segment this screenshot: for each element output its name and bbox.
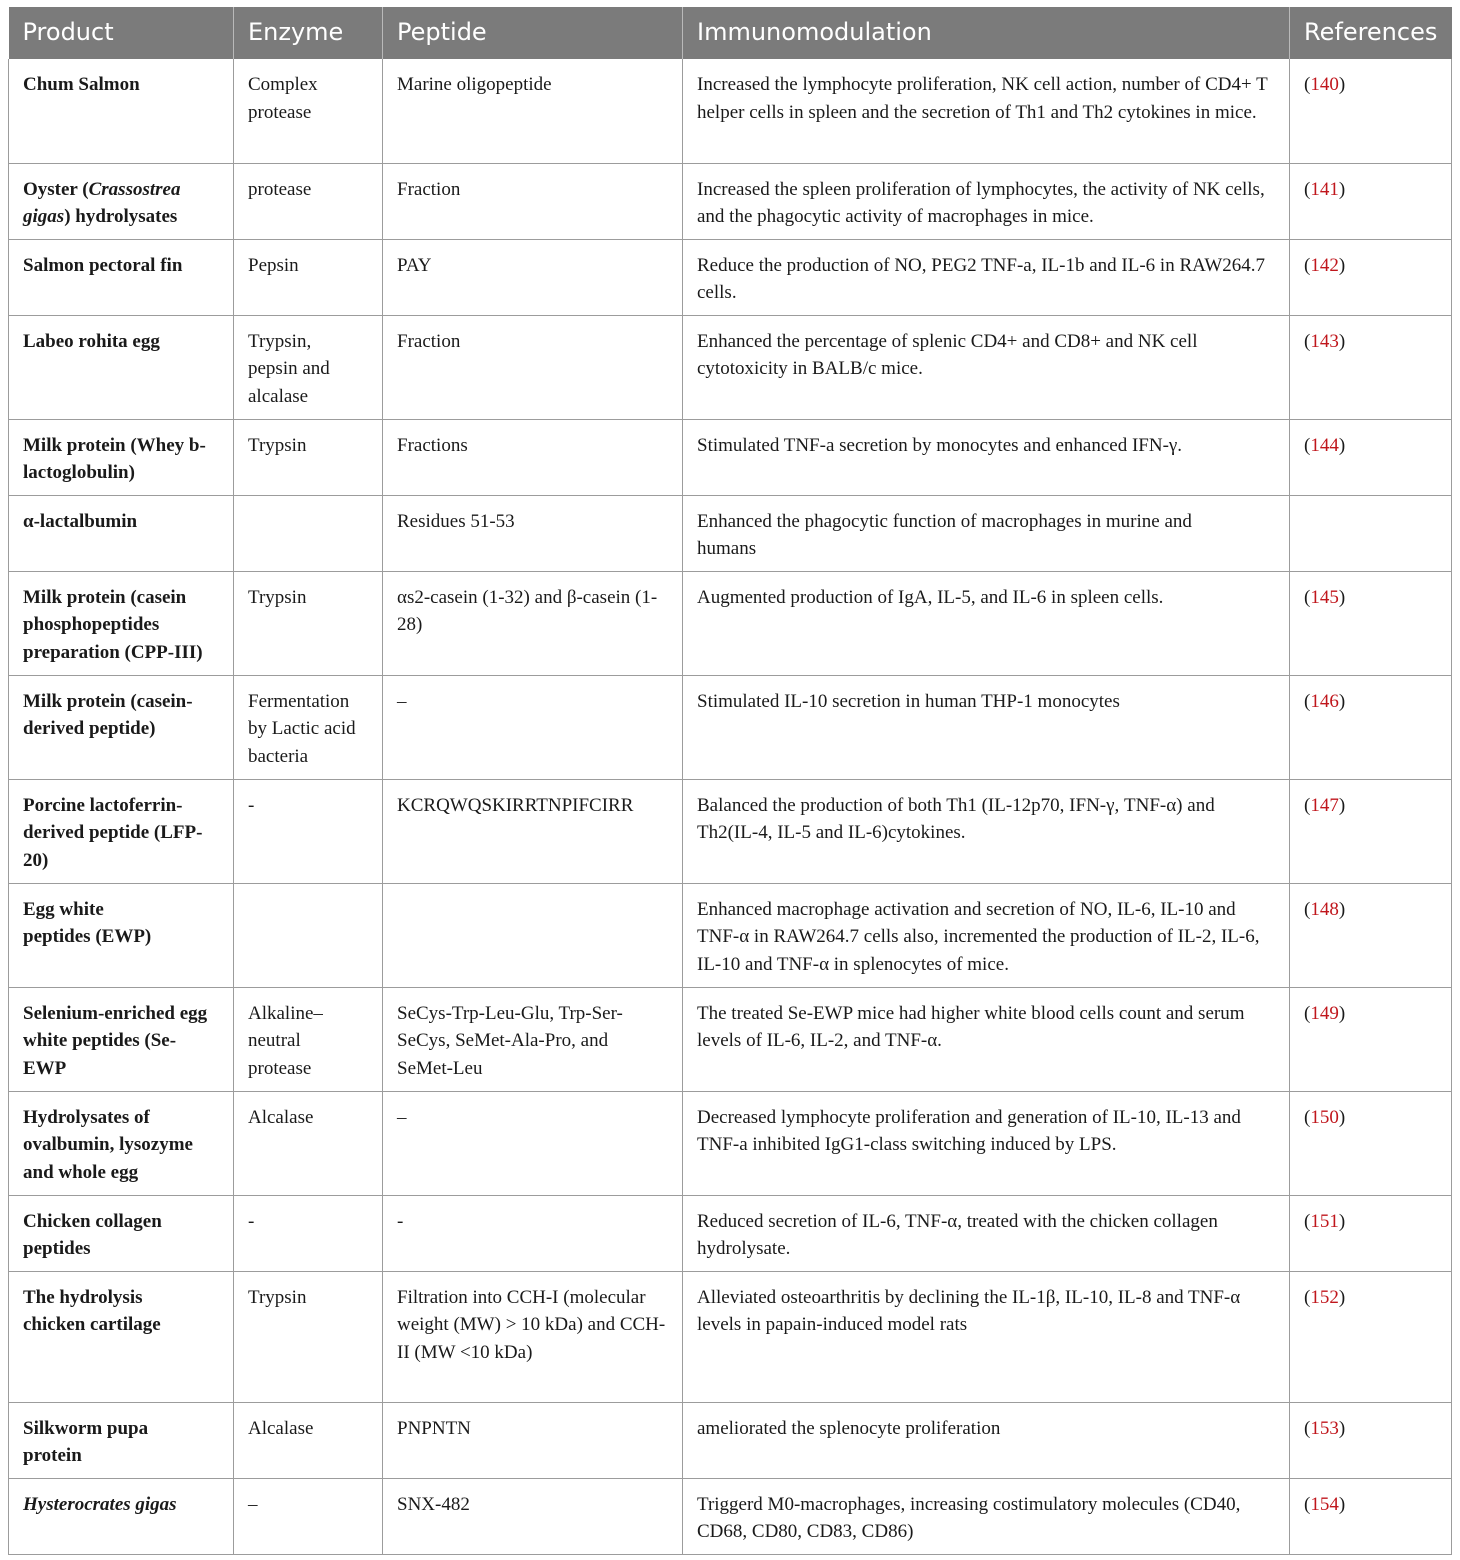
cell-product: Porcine lactoferrin-derived peptide (LFP-20) bbox=[9, 779, 234, 883]
cell-product: Hydrolysates of ovalbumin, lysozyme and whole egg bbox=[9, 1091, 234, 1195]
cell-peptide: – bbox=[383, 675, 683, 779]
table-row bbox=[9, 1478, 1452, 1554]
cell-product: Chum Salmon bbox=[9, 59, 234, 163]
cell-immunomodulation: Reduced secretion of IL-6, TNF-α, treated with the chicken collagen hydrolysate. bbox=[683, 1195, 1290, 1271]
table-row bbox=[9, 163, 1452, 239]
reference-link[interactable]: 141 bbox=[1310, 178, 1339, 200]
cell-enzyme: – bbox=[234, 1478, 383, 1554]
reference-link[interactable]: 152 bbox=[1310, 1286, 1339, 1308]
header-references: References bbox=[1290, 7, 1452, 59]
cell-peptide: SeCys-Trp-Leu-Glu, Trp-Ser-SeCys, SeMet-Ala-Pro, and SeMet-Leu bbox=[383, 987, 683, 1091]
cell-reference: (141) bbox=[1290, 163, 1452, 239]
cell-reference: (143) bbox=[1290, 315, 1452, 419]
header-enzyme: Enzyme bbox=[234, 7, 383, 59]
table-row bbox=[9, 315, 1452, 419]
reference-link[interactable]: 146 bbox=[1310, 690, 1339, 712]
table-row bbox=[9, 1091, 1452, 1195]
cell-reference: (145) bbox=[1290, 571, 1452, 675]
cell-enzyme: Trypsin bbox=[234, 1271, 383, 1402]
cell-reference: (144) bbox=[1290, 419, 1452, 495]
cell-product: Salmon pectoral fin bbox=[9, 239, 234, 315]
cell-product: Milk protein (casein phosphopeptides preparation (CPP-III) bbox=[9, 571, 234, 675]
reference-link[interactable]: 150 bbox=[1310, 1106, 1339, 1128]
header-row bbox=[9, 7, 1452, 59]
cell-product: Milk protein (casein-derived peptide) bbox=[9, 675, 234, 779]
cell-immunomodulation: Balanced the production of both Th1 (IL-12p70, IFN-γ, TNF-α) and Th2(IL-4, IL-5 and IL-6)cytokines. bbox=[683, 779, 1290, 883]
cell-reference: (148) bbox=[1290, 883, 1452, 987]
cell-immunomodulation: Alleviated osteoarthritis by declining the IL-1β, IL-10, IL-8 and TNF-α levels in papain-induced model rats bbox=[683, 1271, 1290, 1402]
cell-peptide: Fractions bbox=[383, 419, 683, 495]
cell-peptide: SNX-482 bbox=[383, 1478, 683, 1554]
table-row bbox=[9, 1195, 1452, 1271]
table-row bbox=[9, 419, 1452, 495]
cell-peptide: PNPNTN bbox=[383, 1402, 683, 1478]
cell-reference: (152) bbox=[1290, 1271, 1452, 1402]
cell-product bbox=[9, 163, 234, 239]
cell-enzyme: Alcalase bbox=[234, 1091, 383, 1195]
cell-product: Selenium-enriched egg white peptides (Se-EWP bbox=[9, 987, 234, 1091]
table-row bbox=[9, 1271, 1452, 1402]
cell-product: Hysterocrates gigas bbox=[9, 1478, 234, 1554]
cell-peptide: Fraction bbox=[383, 315, 683, 419]
cell-immunomodulation: Stimulated IL-10 secretion in human THP-1 monocytes bbox=[683, 675, 1290, 779]
cell-enzyme bbox=[234, 495, 383, 571]
reference-link[interactable]: 142 bbox=[1310, 254, 1339, 276]
reference-link[interactable]: 149 bbox=[1310, 1002, 1339, 1024]
product-species: Crassostrea gigas bbox=[23, 178, 181, 227]
data-table bbox=[8, 7, 1452, 1555]
cell-peptide: PAY bbox=[383, 239, 683, 315]
cell-product: α-lactalbumin bbox=[9, 495, 234, 571]
reference-link[interactable]: 145 bbox=[1310, 586, 1339, 608]
cell-peptide: – bbox=[383, 1091, 683, 1195]
reference-link[interactable]: 143 bbox=[1310, 330, 1339, 352]
cell-reference: (147) bbox=[1290, 779, 1452, 883]
cell-peptide: Residues 51-53 bbox=[383, 495, 683, 571]
cell-peptide: Filtration into CCH-I (molecular weight (MW) > 10 kDa) and CCH-II (MW <10 kDa) bbox=[383, 1271, 683, 1402]
cell-reference bbox=[1290, 495, 1452, 571]
reference-link[interactable]: 148 bbox=[1310, 898, 1339, 920]
cell-enzyme: Alkaline–neutral protease bbox=[234, 987, 383, 1091]
table-row bbox=[9, 59, 1452, 163]
table-row bbox=[9, 571, 1452, 675]
cell-enzyme: Trypsin bbox=[234, 571, 383, 675]
cell-immunomodulation: The treated Se-EWP mice had higher white blood cells count and serum levels of IL-6, IL-2, and TNF-α. bbox=[683, 987, 1290, 1091]
cell-product: The hydrolysis chicken cartilage bbox=[9, 1271, 234, 1402]
reference-link[interactable]: 144 bbox=[1310, 434, 1339, 456]
cell-reference: (142) bbox=[1290, 239, 1452, 315]
cell-enzyme: Trypsin, pepsin and alcalase bbox=[234, 315, 383, 419]
cell-peptide: KCRQWQSKIRRTNPIFCIRR bbox=[383, 779, 683, 883]
cell-immunomodulation: ameliorated the splenocyte proliferation bbox=[683, 1402, 1290, 1478]
cell-reference: (146) bbox=[1290, 675, 1452, 779]
reference-link[interactable]: 154 bbox=[1310, 1493, 1339, 1515]
cell-immunomodulation: Enhanced the percentage of splenic CD4+ and CD8+ and NK cell cytotoxicity in BALB/c mice. bbox=[683, 315, 1290, 419]
cell-immunomodulation: Triggerd M0-macrophages, increasing costimulatory molecules (CD40, CD68, CD80, CD83, CD86) bbox=[683, 1478, 1290, 1554]
cell-product: Milk protein (Whey b-lactoglobulin) bbox=[9, 419, 234, 495]
cell-reference: (151) bbox=[1290, 1195, 1452, 1271]
cell-enzyme: Pepsin bbox=[234, 239, 383, 315]
cell-immunomodulation: Reduce the production of NO, PEG2 TNF-a, IL-1b and IL-6 in RAW264.7 cells. bbox=[683, 239, 1290, 315]
cell-immunomodulation: Stimulated TNF-a secretion by monocytes and enhanced IFN-γ. bbox=[683, 419, 1290, 495]
cell-product: Labeo rohita egg bbox=[9, 315, 234, 419]
table-row bbox=[9, 239, 1452, 315]
cell-peptide: Fraction bbox=[383, 163, 683, 239]
reference-link[interactable]: 147 bbox=[1310, 794, 1339, 816]
cell-enzyme: - bbox=[234, 779, 383, 883]
cell-immunomodulation: Increased the spleen proliferation of lymphocytes, the activity of NK cells, and the phagocytic activity of macrophages in mice. bbox=[683, 163, 1290, 239]
cell-enzyme bbox=[234, 883, 383, 987]
cell-peptide: αs2-casein (1-32) and β-casein (1-28) bbox=[383, 571, 683, 675]
cell-enzyme: Fermentation by Lactic acid bacteria bbox=[234, 675, 383, 779]
cell-product: Silkworm pupa protein bbox=[9, 1402, 234, 1478]
cell-immunomodulation: Augmented production of IgA, IL-5, and IL-6 in spleen cells. bbox=[683, 571, 1290, 675]
cell-product: Egg white peptides (EWP) bbox=[9, 883, 234, 987]
cell-immunomodulation: Enhanced the phagocytic function of macrophages in murine and humans bbox=[683, 495, 1290, 571]
cell-enzyme: Trypsin bbox=[234, 419, 383, 495]
cell-immunomodulation: Increased the lymphocyte proliferation, NK cell action, number of CD4+ T helper cells in spleen and the secretion of Th1 and Th2 cytokines in mice. bbox=[683, 59, 1290, 163]
table-row bbox=[9, 987, 1452, 1091]
reference-link[interactable]: 153 bbox=[1310, 1417, 1339, 1439]
header-product: Product bbox=[9, 7, 234, 59]
cell-reference: (140) bbox=[1290, 59, 1452, 163]
cell-enzyme: Complex protease bbox=[234, 59, 383, 163]
cell-reference: (149) bbox=[1290, 987, 1452, 1091]
reference-link[interactable]: 140 bbox=[1310, 74, 1339, 95]
cell-enzyme: Alcalase bbox=[234, 1402, 383, 1478]
product-text: Oyster ( bbox=[23, 178, 89, 200]
table-row bbox=[9, 883, 1452, 987]
table-row bbox=[9, 779, 1452, 883]
header-immunomodulation: Immunomodulation bbox=[683, 7, 1290, 59]
reference-link[interactable]: 151 bbox=[1310, 1210, 1339, 1232]
cell-reference: (150) bbox=[1290, 1091, 1452, 1195]
cell-peptide bbox=[383, 883, 683, 987]
product-text: ) hydrolysates bbox=[64, 206, 178, 227]
cell-enzyme: - bbox=[234, 1195, 383, 1271]
cell-enzyme: protease bbox=[234, 163, 383, 239]
cell-immunomodulation: Enhanced macrophage activation and secretion of NO, IL-6, IL-10 and TNF-α in RAW264.7 cells also, incremented the production of IL-2, IL-6, IL-10 and TNF-α in splenocytes of mice. bbox=[683, 883, 1290, 987]
cell-immunomodulation: Decreased lymphocyte proliferation and generation of IL-10, IL-13 and TNF-a inhibited IgG1-class switching induced by LPS. bbox=[683, 1091, 1290, 1195]
table-row bbox=[9, 675, 1452, 779]
cell-peptide: Marine oligopeptide bbox=[383, 59, 683, 163]
cell-peptide: - bbox=[383, 1195, 683, 1271]
cell-reference: (154) bbox=[1290, 1478, 1452, 1554]
header-peptide: Peptide bbox=[383, 7, 683, 59]
table-row bbox=[9, 495, 1452, 571]
cell-product: Chicken collagen peptides bbox=[9, 1195, 234, 1271]
table-row bbox=[9, 1402, 1452, 1478]
cell-reference: (153) bbox=[1290, 1402, 1452, 1478]
